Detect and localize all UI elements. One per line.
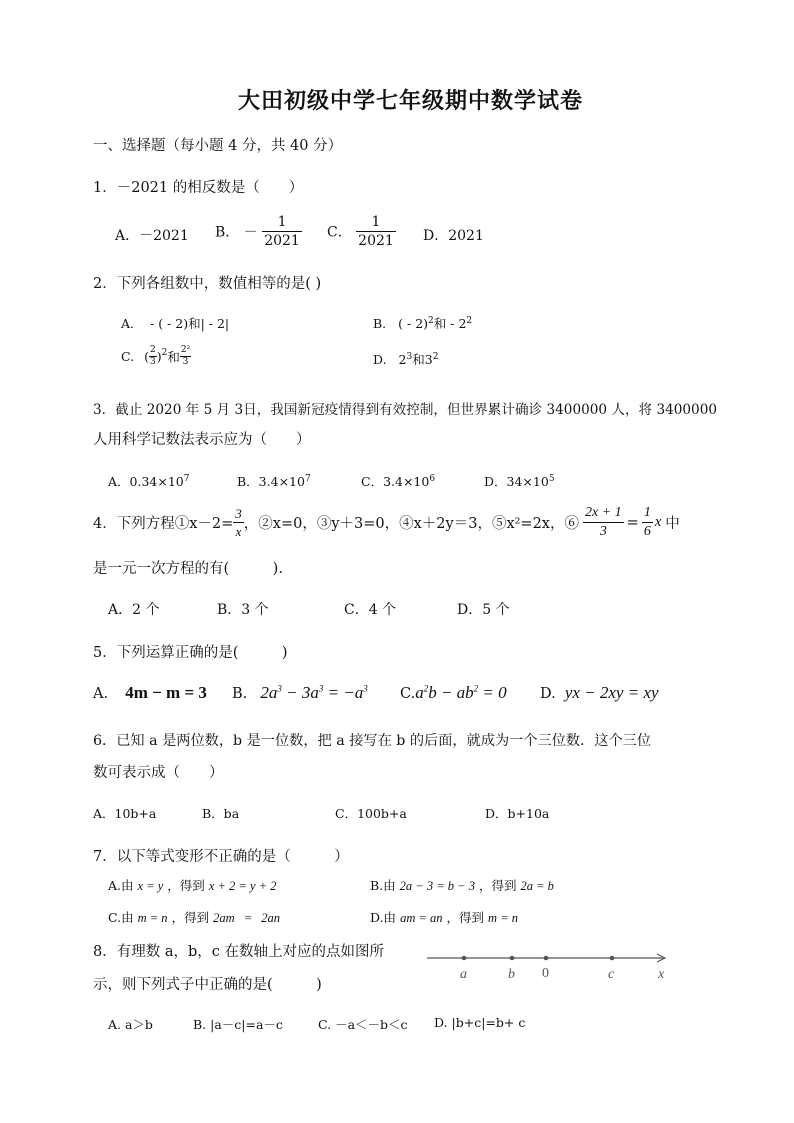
math-part: x + 2 = y + 2: [208, 879, 277, 893]
q2-option-a-label: A.: [121, 316, 135, 331]
page-title: 大田初级中学七年级期中数学试卷: [238, 89, 584, 114]
exponent: 7: [304, 473, 311, 484]
q3-option-a-text: A．0.34×10: [108, 474, 184, 489]
math-part: m = n: [488, 911, 519, 925]
q1-option-c-fraction: [356, 215, 396, 248]
q5-option-b: [232, 683, 368, 703]
q1-option-c-label: C．: [327, 224, 352, 241]
q1-option-d: D．2021: [423, 228, 484, 244]
q3-option-c: [361, 472, 435, 490]
number-line-figure: [425, 946, 675, 986]
q3-option-d-text: D．34×10: [484, 474, 549, 489]
axis-label-x: x: [658, 967, 665, 982]
q5-option-d-label: D.: [540, 686, 556, 702]
fraction-numerator: 2: [149, 345, 156, 355]
exponent: 3: [363, 683, 368, 694]
q7-option-b-mid: ，得到: [478, 878, 517, 893]
fraction-numerator: 1: [262, 215, 302, 232]
fraction-numerator: 2x + 1: [583, 506, 624, 523]
point-c: [610, 956, 615, 961]
q4-fraction-3: [642, 506, 653, 539]
exponent: 3: [406, 351, 413, 362]
exponent: 5: [548, 473, 555, 484]
axis-label-a: a: [460, 967, 467, 982]
q8-option-a: A. a＞b: [108, 1017, 153, 1032]
section-header: 一、选择题（每小题 4 分，共 40 分）: [93, 138, 343, 154]
q6-stem-line1: 6．已知 a 是两位数，b 是一位数，把 a 接写在 b 的后面，就成为一个三位数．这个三位: [93, 733, 652, 749]
fraction-denominator: 6: [643, 524, 651, 539]
q4-fraction-2: [583, 506, 624, 539]
q4-stem-mid: ，②x=0，③y＋3=0，④x＋2y＝3，⑤x²=2x，⑥: [243, 516, 579, 532]
fraction-denominator: 2021: [264, 233, 300, 249]
q7-stem: 7．以下等式变形不正确的是（ ）: [93, 849, 349, 865]
q4-option-c: C．4 个: [344, 602, 397, 618]
equals-sign: =: [626, 514, 639, 531]
q7-option-a-pre: A.由: [108, 878, 134, 893]
q1-option-a: A．－2021: [115, 228, 189, 244]
q7-option-a: [108, 876, 276, 894]
q1-stem: 1．－2021 的相反数是（ ）: [93, 180, 304, 196]
q2-option-a: [121, 314, 229, 332]
point-a: [462, 956, 467, 961]
q7-option-b-pre: B.由: [370, 878, 396, 893]
math-part: b − ab: [428, 683, 474, 702]
q2-option-d: [373, 350, 438, 368]
q3-option-b-text: B．3.4×10: [237, 474, 305, 489]
q2-option-c-fraction: [180, 346, 191, 367]
math-part: = −a: [323, 683, 364, 702]
q5-option-d: [540, 683, 659, 703]
q3-option-d: [484, 472, 555, 490]
exponent: 2: [466, 315, 473, 326]
math-part: = 0: [478, 683, 507, 702]
math-part: 2a = b: [520, 879, 554, 893]
q4-stem-line2: 是一元一次方程的有( ).: [93, 561, 283, 577]
fraction-denominator: 3: [149, 357, 156, 367]
q3-option-a: [108, 472, 189, 490]
q4-option-b: B．3 个: [217, 602, 269, 618]
q6-option-d: D．b+10a: [485, 806, 550, 821]
q5-option-c-label: C.: [400, 686, 416, 702]
q1-option-b: [215, 215, 302, 248]
q1-option-c: [327, 215, 396, 248]
fraction-denominator: 2021: [358, 233, 394, 249]
math-part: 2am = 2an: [213, 911, 281, 925]
q7-option-d-pre: D.由: [370, 910, 397, 925]
math-part: m = n: [137, 911, 168, 925]
fraction-numerator: 2²: [180, 345, 191, 355]
q3-stem-line2: 人用科学记数法表示应为（ ）: [93, 432, 311, 448]
fraction-denominator: x: [235, 524, 242, 539]
q5-option-b-expr: [260, 683, 367, 702]
exponent: 2: [161, 347, 168, 358]
q6-option-c: C．100b+a: [335, 806, 407, 821]
axis-label-c: c: [608, 967, 615, 982]
q5-option-a-expr: 4m − m = 3: [125, 683, 207, 702]
exponent: 3: [277, 683, 282, 694]
q5-option-a: [93, 683, 207, 703]
q2-option-c-and: 和: [167, 349, 180, 365]
math-part: am = an: [400, 911, 443, 925]
q7-option-d: [370, 908, 518, 926]
q3-option-c-text: C．3.4×10: [361, 474, 430, 489]
q8-stem-line1: 8．有理数 a，b，c 在数轴上对应的点如图所: [93, 944, 384, 960]
q5-option-a-label: A.: [93, 686, 109, 702]
q3-option-b: [237, 472, 311, 490]
q8-option-c: C. －a＜－b＜c: [318, 1017, 408, 1032]
q8-option-b: B. |a－c|=a－c: [193, 1017, 283, 1032]
q8-stem-line2: 示，则下列式子中正确的是( ): [93, 977, 322, 993]
exponent: 2: [428, 315, 434, 326]
q1-option-b-fraction: [262, 215, 302, 248]
q2-option-b: [373, 314, 472, 332]
q6-option-b: B．ba: [202, 806, 240, 821]
q7-option-b: [370, 876, 554, 894]
exponent: 2: [432, 351, 439, 362]
q2-option-d-text: 2: [398, 352, 407, 367]
fraction-numerator: 1: [642, 506, 653, 523]
math-part: − 3a: [281, 683, 319, 702]
q2-option-d-text: 和3: [412, 352, 433, 367]
q3-stem-line1: 3．截止 2020 年 5 月 3日，我国新冠疫情得到有效控制，但世界累计确诊 3400000 人，将 3400000: [93, 402, 718, 418]
q2-option-c-fraction: [149, 346, 157, 367]
q6-stem-line2: 数可表示成（ ）: [93, 765, 224, 781]
q2-option-d-label: D.: [373, 352, 387, 367]
fraction-denominator: 3: [599, 524, 607, 539]
point-b: [510, 956, 515, 961]
math-part: x = y: [137, 879, 164, 893]
fraction-denominator: 3: [182, 357, 189, 367]
q1-option-b-sign: －: [243, 224, 258, 241]
q6-option-a: A．10b+a: [93, 806, 157, 821]
q4-fraction-1: [233, 507, 244, 538]
math-part: a: [415, 683, 424, 702]
q5-stem: 5．下列运算正确的是( ): [93, 645, 288, 661]
exponent: 7: [183, 473, 190, 484]
math-part: 2a − 3 = b − 3: [399, 879, 475, 893]
q7-option-c-mid: ，得到: [171, 910, 210, 925]
q4-option-a: A．2 个: [108, 602, 160, 618]
q4-stem-pre: 4．下列方程①x－2=: [93, 516, 234, 532]
exponent: 2: [473, 683, 479, 694]
q7-option-a-mid: ，得到: [167, 878, 205, 893]
exponent: 2: [423, 683, 429, 694]
q8-option-d: D. |b+c|=b+ c: [434, 1015, 526, 1030]
q2-option-c-label: C.: [121, 349, 135, 364]
q4-stem-line1: [93, 506, 680, 539]
q7-option-c-pre: C.由: [108, 910, 134, 925]
q2-stem: 2．下列各组数中，数值相等的是( ): [93, 276, 322, 292]
q2-option-b-text: ( - 2): [398, 316, 429, 331]
q5-option-d-expr: yx − 2xy = xy: [564, 683, 659, 702]
q4-variable: x: [654, 514, 662, 530]
q2-option-b-text: 和 - 2: [433, 316, 467, 331]
q2-option-c: [121, 346, 191, 367]
q1-option-b-label: B．: [215, 224, 240, 241]
q5-option-c: [400, 683, 507, 703]
q4-option-d: D．5 个: [457, 602, 510, 618]
fraction-numerator: 1: [356, 215, 396, 232]
q7-option-d-mid: ，得到: [446, 910, 485, 925]
exponent: 6: [429, 473, 436, 484]
q2-option-a-text: - ( - 2)和| - 2|: [150, 316, 230, 331]
point-zero: [544, 956, 549, 961]
q5-option-c-expr: [415, 683, 506, 702]
fraction-numerator: 3: [235, 506, 242, 521]
axis-label-zero: 0: [542, 966, 549, 981]
math-part: 2a: [260, 683, 278, 702]
axis-label-b: b: [508, 967, 515, 982]
q2-option-b-label: B.: [373, 316, 387, 331]
paren: (: [144, 349, 149, 364]
q4-stem-end: 中: [665, 516, 680, 532]
paren: ): [156, 349, 162, 364]
exponent: 3: [318, 683, 324, 694]
q7-option-c: [108, 908, 280, 926]
q5-option-b-label: B.: [232, 686, 248, 702]
